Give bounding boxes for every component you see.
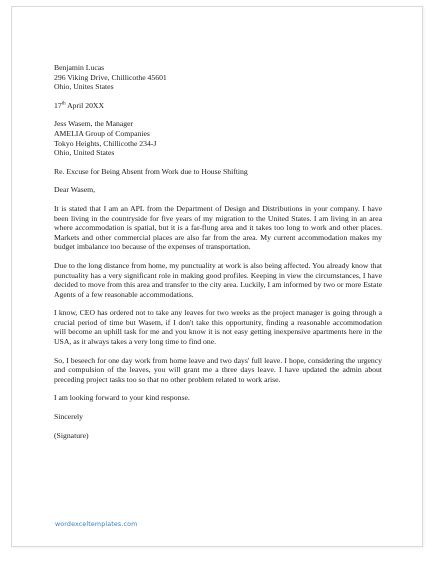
- recipient-block: [54, 119, 382, 157]
- sender-name: Benjamin Lucas: [54, 63, 105, 72]
- sender-address-line1: 296 Viking Drive, Chillicothe 45601: [54, 72, 167, 82]
- recipient-address-line1: Tokyo Heights, Chillicothe 234-J: [54, 138, 157, 148]
- salutation: Dear Wasem,: [54, 185, 96, 195]
- recipient-company: AMELIA Group of Companies: [54, 128, 150, 138]
- body-paragraph: It is stated that I am an APL from the Department of Design and Distributions in your company. I have been living in the countryside for five years of my migration to the United States. I am living in an area where accommodation is spatial, but it is a far-flung area and it takes too long to work and other places. Markets and other commercial places are also far from the area. My current accommodation makes my budget imbalance too because of the expenses of transportation.: [54, 203, 382, 252]
- letter-date: [54, 101, 382, 111]
- letter-body: [54, 63, 382, 440]
- subject-line: Re. Excuse for Being Absent from Work due to House Shifting: [54, 166, 248, 176]
- closing: Sincerely: [54, 412, 84, 422]
- recipient-address-line2: Ohio, United States: [54, 148, 115, 158]
- recipient-name: Jess Wasem, the Manager: [54, 119, 134, 129]
- watermark-link[interactable]: wordexceltemplates.com: [55, 521, 138, 528]
- date-suffix: th: [61, 101, 66, 107]
- date-day: 17: [54, 100, 62, 110]
- date-month-year: April 20XX: [65, 100, 105, 110]
- sender-address-line2: Ohio, Unites States: [54, 82, 114, 92]
- body-paragraph: So, I beseech for one day work from home leave and two days' full leave. I hope, considering the urgency and compulsion of the leaves, you will grant me a three days leave. I have updated the admin about preceding project tasks too so that no other problem related to work arise.: [54, 355, 382, 384]
- body-paragraph: I am looking forward to your kind response.: [54, 393, 190, 403]
- body-paragraph: I know, CEO has ordered not to take any leaves for two weeks as the project manager is going through a crucial period of time but Wasem, if I don't take this opportunity, finding a reasonable accommodation will become an uphill task for me and you know it is not easy getting inexpensive apartments here in the USA, as it always takes a very long time to find one.: [54, 308, 382, 347]
- letter-page: [11, 6, 423, 547]
- body-paragraph: Due to the long distance from home, my punctuality at work is also being affected. You already know that punctuality has a very significant role in making good profiles. Keeping in view the circumstances, I have decided to move from this area and transfer to the city area. Luckily, I am informed by two or more Estate Agents of a few reasonable accommodations.: [54, 260, 382, 299]
- signature: (Signature): [54, 430, 89, 440]
- sender-block: [54, 63, 382, 92]
